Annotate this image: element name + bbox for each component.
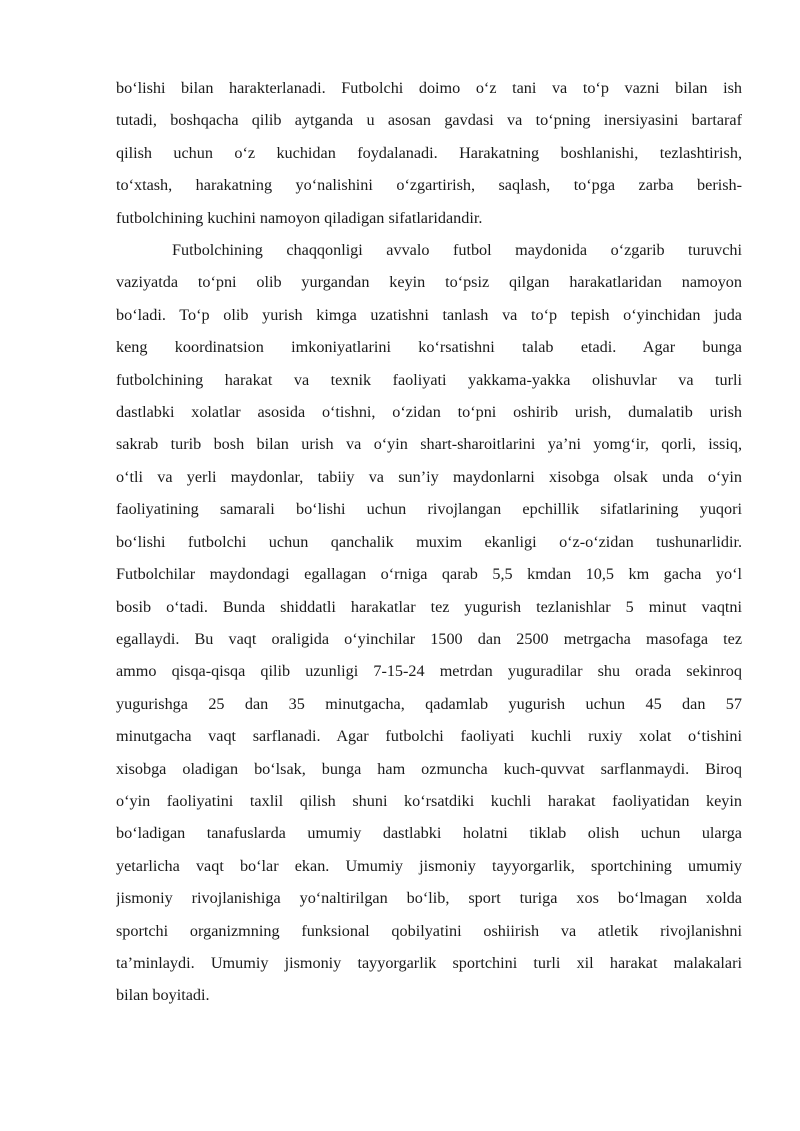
text-line: ammo qisqa-qisqa qilib uzunligi 7-15-24 metrdan yuguradilar shu orada sekinroq (116, 662, 742, 681)
text-line: sportchi organizmning funksional qobilyatini oshiirish va atletik rivojlanishni (116, 921, 742, 940)
text-line: bo‘ladi. To‘p olib yurish kimga uzatishni tanlash va to‘p tepish o‘yinchidan juda (116, 305, 742, 324)
text-line: jismoniy rivojlanishiga yo‘naltirilgan bo‘lib, sport turiga xos bo‘lmagan xolda (116, 889, 742, 908)
text-line: minutgacha vaqt sarflanadi. Agar futbolchi faoliyati kuchli ruxiy xolat o‘tishini (116, 727, 742, 746)
text-line: faoliyatining samarali bo‘lishi uchun rivojlangan epchillik sifatlarining yuqori (116, 500, 742, 519)
text-line: sakrab turib bosh bilan urish va o‘yin shart-sharoitlarini ya’ni yomg‘ir, qorli, issiq, (116, 435, 742, 454)
text-line: bo‘lishi futbolchi uchun qanchalik muxim ekanligi o‘z-o‘zidan tushunarlidir. (116, 532, 742, 551)
text-line: bosib o‘tadi. Bunda shiddatli harakatlar tez yugurish tezlanishlar 5 minut vaqtni (116, 597, 742, 616)
text-line: egallaydi. Bu vaqt oraligida o‘yinchilar 1500 dan 2500 metrgacha masofaga tez (116, 629, 742, 648)
text-line: bo‘lishi bilan harakterlanadi. Futbolchi doimo o‘z tani va to‘p vazni bilan ish (116, 79, 742, 97)
paragraph-1 (116, 72, 742, 234)
document-page (116, 72, 742, 1012)
text-line: o‘tli va yerli maydonlar, tabiiy va sun’iy maydonlarni xisobga olsak unda o‘yin (116, 467, 742, 486)
text-line: vaziyatda to‘pni olib yurgandan keyin to‘psiz qilgan harakatlaridan namoyon (116, 273, 742, 292)
text-line: ta’minlaydi. Umumiy jismoniy tayyorgarlik sportchini turli xil harakat malakalari (116, 953, 742, 972)
text-line: qilish uchun o‘z kuchidan foydalanadi. Harakatning boshlanishi, tezlashtirish, (116, 143, 742, 162)
text-line: to‘xtash, harakatning yo‘nalishini o‘zgartirish, saqlash, to‘pga zarba berish- (116, 176, 742, 195)
text-line: tutadi, boshqacha qilib aytganda u asosan gavdasi va to‘pning inersiyasini bartaraf (116, 111, 742, 130)
text-line: futbolchining harakat va texnik faoliyati yakkama-yakka olishuvlar va turli (116, 370, 742, 389)
text-line: futbolchining kuchini namoyon qiladigan sifatlaridandir. (116, 208, 483, 227)
text-line: keng koordinatsion imkoniyatlarini ko‘rsatishni talab etadi. Agar bunga (116, 338, 742, 357)
text-line: bilan boyitadi. (116, 986, 210, 1005)
text-line: dastlabki xolatlar asosida o‘tishni, o‘zidan to‘pni oshirib urish, dumalatib urish (116, 403, 742, 422)
text-line: xisobga oladigan bo‘lsak, bunga ham ozmuncha kuch-quvvat sarflanmaydi. Biroq (116, 759, 742, 778)
text-line: o‘yin faoliyatini taxlil qilish shuni ko‘rsatdiki kuchli harakat faoliyatidan keyin (116, 791, 742, 810)
text-line: yugurishga 25 dan 35 minutgacha, qadamlab yugurish uchun 45 dan 57 (116, 694, 742, 713)
text-line: bo‘ladigan tanafuslarda umumiy dastlabki holatni tiklab olish uchun ularga (116, 824, 742, 843)
text-line: yetarlicha vaqt bo‘lar ekan. Umumiy jismoniy tayyorgarlik, sportchining umumiy (116, 856, 742, 875)
paragraph-2 (116, 234, 742, 1012)
text-line: Futbolchining chaqqonligi avvalo futbol maydonida o‘zgarib turuvchi (172, 241, 742, 260)
text-line: Futbolchilar maydondagi egallagan o‘rniga qarab 5,5 kmdan 10,5 km gacha yo‘l (116, 565, 742, 584)
